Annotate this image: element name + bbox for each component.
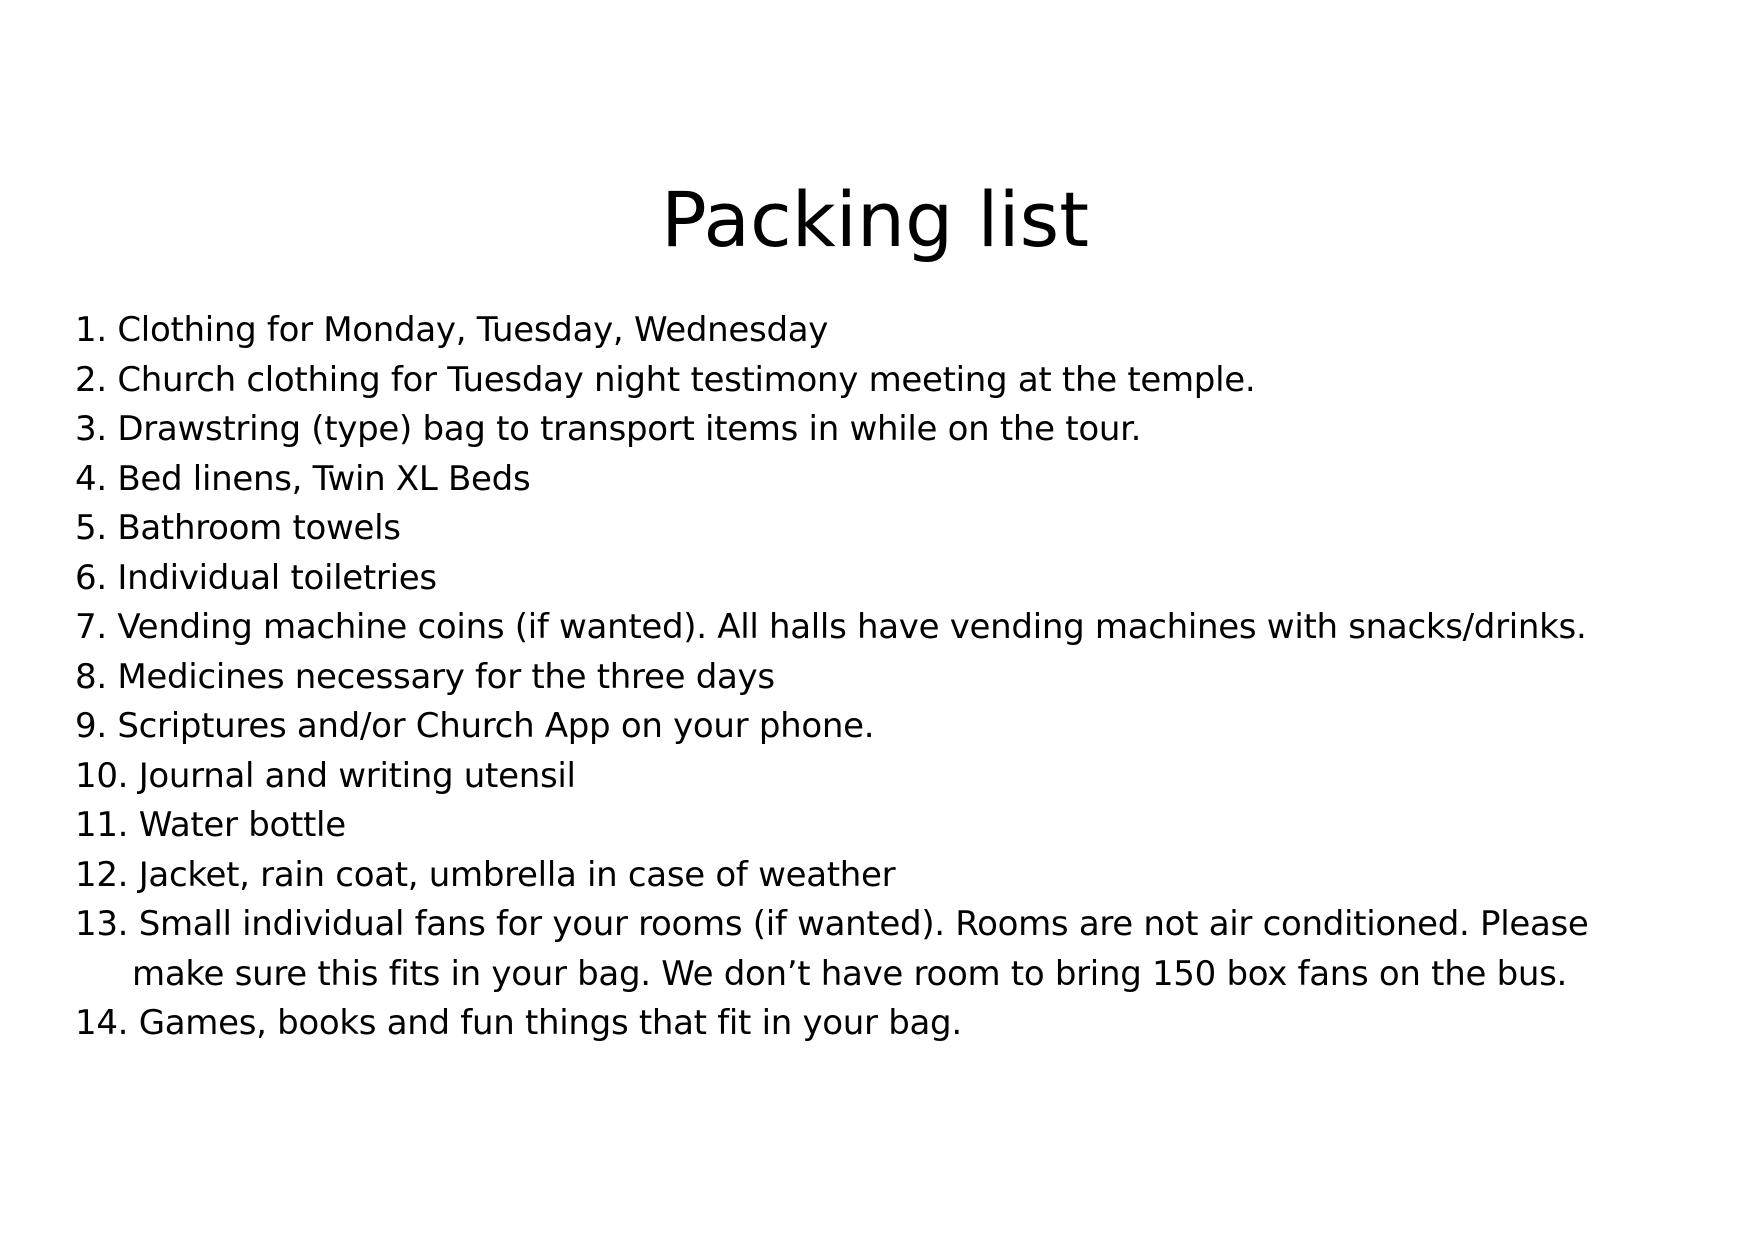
item-number: 7. [75, 607, 107, 647]
list-item [75, 405, 1715, 455]
list-item [75, 999, 1715, 1049]
item-text-continued: make sure this fits in your bag. We don’t have room to bring 150 box fans on the bus. [132, 953, 1568, 994]
item-text: Drawstring (type) bag to transport items in while on the tour. [117, 409, 1142, 449]
page-title: Packing list [660, 175, 1090, 264]
item-number: 8. [75, 656, 107, 697]
item-number: 13. [75, 904, 129, 944]
item-number: 2. [75, 359, 107, 400]
item-text: Water bottle [138, 805, 346, 845]
item-text: Bathroom towels [117, 508, 401, 548]
list-item [75, 801, 1715, 851]
list-item [75, 900, 1715, 999]
item-number: 5. [75, 508, 107, 548]
item-text: Vending machine coins (if wanted). All halls have vending machines with snacks/drinks. [117, 607, 1587, 647]
list-item [75, 356, 1715, 406]
item-number: 1. [75, 310, 107, 350]
list-item [75, 554, 1715, 604]
list-item [75, 504, 1715, 554]
item-number: 11. [75, 805, 129, 845]
item-number: 9. [75, 706, 107, 746]
item-number: 3. [75, 409, 107, 449]
list-item [75, 752, 1715, 802]
list-item [75, 702, 1715, 752]
item-number: 12. [75, 854, 129, 895]
list-item [75, 653, 1715, 703]
item-text: Scriptures and/or Church App on your phone. [117, 706, 875, 746]
item-text: Jacket, rain coat, umbrella in case of weather [138, 854, 896, 895]
list-item [75, 455, 1715, 505]
item-number: 6. [75, 557, 107, 598]
list-item [75, 851, 1715, 901]
item-number: 14. [75, 1003, 129, 1043]
item-text: Journal and writing utensil [138, 755, 576, 796]
item-number: 10. [75, 755, 129, 796]
item-text: Games, books and fun things that fit in your bag. [138, 1003, 962, 1043]
list-item [75, 306, 1715, 356]
item-text: Clothing for Monday, Tuesday, Wednesday [117, 310, 829, 350]
item-text: Individual toiletries [117, 557, 437, 598]
item-text: Medicines necessary for the three days [117, 656, 775, 697]
item-text: Church clothing for Tuesday night testimony meeting at the temple. [117, 359, 1256, 400]
item-text: Small individual fans for your rooms (if wanted). Rooms are not air conditioned. Please [138, 904, 1589, 944]
list-item [75, 603, 1715, 653]
packing-list [75, 306, 1715, 1049]
item-number: 4. [75, 458, 107, 499]
item-text: Bed linens, Twin XL Beds [117, 458, 531, 499]
